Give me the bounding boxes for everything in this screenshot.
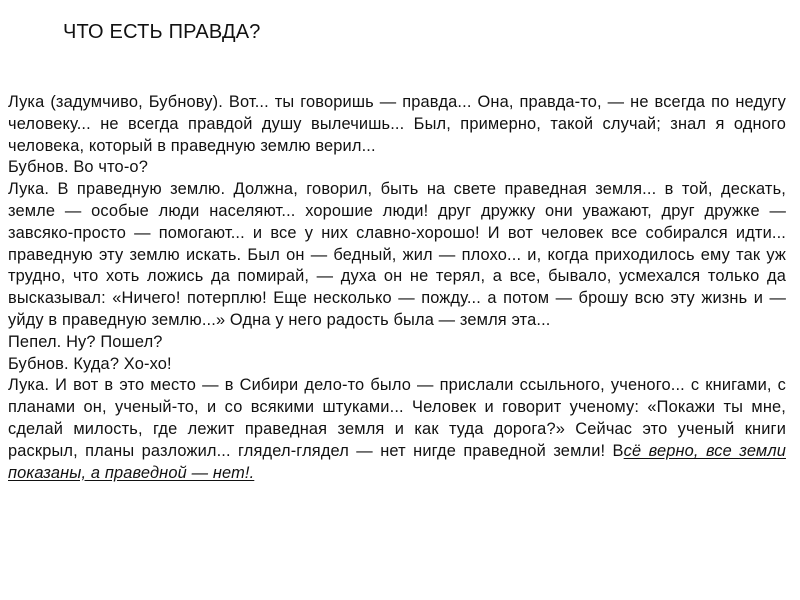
paragraph-bubnov-1: Бубнов. Во что-о? [8,158,148,177]
highlighted-quote: сё верно, все земли показаны, а праведной — нет!. [8,441,786,482]
slide-title: ЧТО ЕСТЬ ПРАВДА? [63,21,261,43]
paragraph-luka-2: Лука. В праведную землю. Должна, говорил, быть на свете праведная земля... в той, дескать, земле — особые люди населяют... хорошие люди! друг дружку они уважают, друг дружке — завсяко-просто — помогают... и все у них славно-хорошо! И вот человек все собирался идти... праведную эту землю искать. Был он — бедный, жил — плохо... и, когда приходилось ему так уж трудно, что хоть ложись да помирай, — духа он не терял, а все, бывало, усмехался только да высказывал: «Ничего! потерплю! Еще несколько — пожду... а потом — брошу всю эту жизнь и — уйду в праведную землю...» Одна у него радость была — земля эта... [8,180,786,329]
paragraph-luka-3 [8,375,786,484]
paragraph-luka-3-text: Лука. И вот в это место — в Сибири дело-то было — прислали ссыльного, ученого... с книгами, с планами он, ученый-то, и со всякими штуками... Человек и говорит ученому: «Покажи ты мне, сделай милость, где лежит праведная земля и как туда дорога?» Сейчас это ученый книги раскрыл, планы разложил... глядел-глядел — нет нигде праведной земли! В [8,376,786,460]
paragraph-pepel-1: Пепел. Ну? Пошел? [8,332,163,351]
paragraph-bubnov-2: Бубнов. Куда? Хо-хо! [8,354,172,373]
dialogue-text [8,92,786,484]
paragraph-luka-1: Лука (задумчиво, Бубнову). Вот... ты говоришь — правда... Она, правда-то, — не всегда по недугу человеку... не всегда правдой душу вылечишь... Был, примерно, такой случай; знал я одного человека, который в праведную землю верил... [8,93,786,155]
